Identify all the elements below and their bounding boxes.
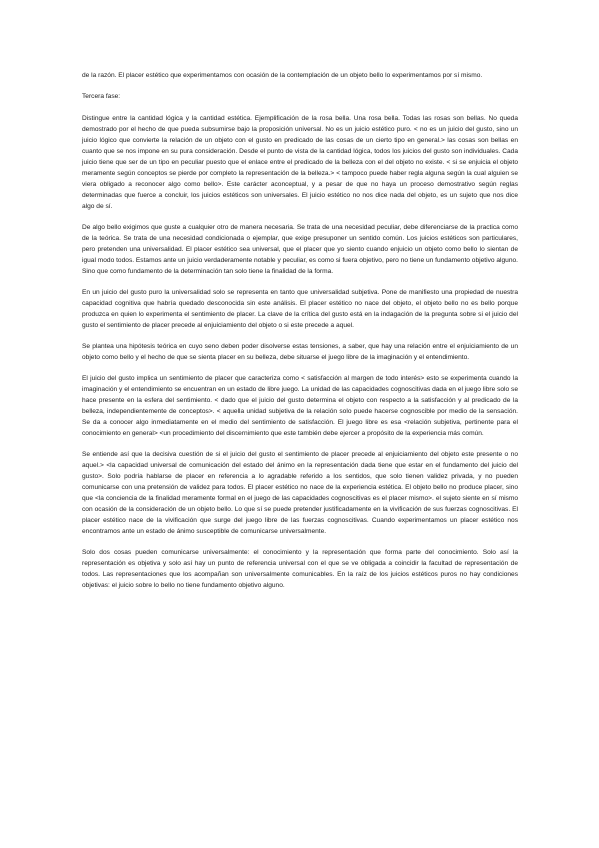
paragraph-comunicacion: Se entiende así que la decisiva cuestión de si el juicio del gusto el sentimiento de placer precede al enjuiciamiento del objeto este presente o no aquel.> <la capacidad universal de comunicación del estado del ánimo en la representación dada tiene que estar en el fundamento del juicio del gusto>. Solo podría hablarse de placer en referencia a lo agradable referido a los sentidos, que solo tienen validez privada, y no pueden comunicarse con una pretensión de validez para todos. El placer estético no nace de la experiencia estética. El objeto bello no produce placer, sino que <la conciencia de la finalidad meramente formal en el juego de las capacidades cognoscitivas es el placer mismo>. el sujeto siente en sí mismo con ocasión de la consideración de un objeto bello. Lo que sí se puede pretender justificadamente en la vivificación de sus fuerzas cognoscitivas. El placer estético nace de la vivificación que surge del juego libre de las fuerzas cognoscitivas. Cuando experimentamos un placer estético nos encontramos ante un estado de ánimo susceptible de comunicarse universalmente. [82, 451, 518, 535]
paragraph-intro: de la razón. El placer estético que experimentamos con ocasión de la contemplación de un objeto bello lo experimentamos por sí mismo. [82, 72, 483, 79]
section-heading: Tercera fase: [82, 93, 121, 100]
paragraph-conocimiento: Solo dos cosas pueden comunicarse universalmente: el conocimiento y la representación que forma parte del conocimiento. Solo así la representación es objetiva y solo así hay un punto de referencia universal con el que se ve obligada a coincidir la facultad de representación de todos. Las representaciones que los acompañan son universalmente comunicables. En la raíz de los juicios estéticos puros no hay condiciones objetivas: el juicio sobre lo bello no tiene fundamento objetivo alguno. [82, 549, 518, 589]
paragraph-cantidad: Distingue entre la cantidad lógica y la cantidad estética. Ejemplificación de la rosa bella. Una rosa bella. Todas las rosas son bellas. No queda demostrado por el hecho de que pueda subsumirse bajo la proposición universal. No es un juicio estético puro. < no es un juicio del gusto, sino un juicio lógico que convierte la relación de un objeto con el gusto en predicado de las cosas de un cierto tipo en general.> las cosas son bellas en cuanto que se nos impone en su pura consideración. Desde el punto de vista de la cantidad lógica, todos los juicios del gusto son individuales. Cada juicio tiene que ser de un tipo en peculiar puesto que el enlace entre el predicado de la belleza con el del objeto no existe. < si se enjuicia el objeto meramente según conceptos se pierde por completo la representación de la belleza.> < tampoco puede haber regla alguna según la cual alguien se viera obligado a reconocer algo como bello>. Este carácter aconceptual, y a pesar de que no haya un proceso demostrativo según reglas determinadas que fuerce a concluir, los juicios estéticos son universales. El juicio estético no nos dice nada del objeto, es un sujeto que nos dice algo de sí. [82, 115, 518, 210]
paragraph-hipotesis: Se plantea una hipótesis teórica en cuyo seno deben poder disolverse estas tensiones, a saber, que hay una relación entre el enjuiciamiento de un objeto como bello y el hecho de que se sienta placer en su belleza, debe situarse el juego libre de la imaginación y el entendimiento. [82, 343, 518, 361]
paragraph-universalidad-subjetiva: En un juicio del gusto puro la universalidad solo se representa en tanto que universalidad subjetiva. Pone de manifiesto una propiedad de nuestra capacidad cognitiva que habría quedado desconocida sin este análisis. El placer estético no nace del objeto, el objeto bello no es bello porque produzca en quien lo experimenta el sentimiento de placer. La clave de la crítica del gusto está en la indagación de la pregunta sobre si el juicio del gusto el sentimiento de placer precede al enjuiciamiento del objeto o si este precede a aquel. [82, 289, 518, 329]
document-page [82, 70, 518, 601]
paragraph-necesidad: De algo bello exigimos que guste a cualquier otro de manera necesaria. Se trata de una necesidad peculiar, debe diferenciarse de la practica como de la teórica. Se trata de una necesidad condicionada o ejemplar, que exige presuponer un sentido común. Los juicios estéticos son particulares, pero pretenden una universalidad. El placer estético sea universal, que el placer que yo siento cuando enjuicio un objeto como bello lo sientan de igual modo todos. Estamos ante un juicio verdaderamente notable y peculiar, es como si fuera objetivo, pero no tiene un fundamento objetivo alguno. Sino que como fundamento de la determinación tan solo tiene la finalidad de la forma. [82, 224, 518, 275]
paragraph-juego-libre: El juicio del gusto implica un sentimiento de placer que caracteriza como < satisfacción al margen de todo interés> esto se experimenta cuando la imaginación y el entendimiento se encuentran en un estado de libre juego. La unidad de las capacidades cognoscitivas dada en el juego libre solo se hace presente en la esfera del sentimiento. < dado que el juicio del gusto determina el objeto con respecto a la satisfacción y al predicado de la belleza, independientemente de conceptos>. < aquella unidad subjetiva de la relación solo puede hacerse cognoscible por medio de la sensación. Se da a conocer algo inmediatamente en el medio del sentimiento de satisfacción. El juego libre es esa <relación subjetiva, pertinente para el conocimiento en general> <un procedimiento del discernimiento que este también debe ejercer a propósito de la experiencia más común. [82, 375, 518, 437]
